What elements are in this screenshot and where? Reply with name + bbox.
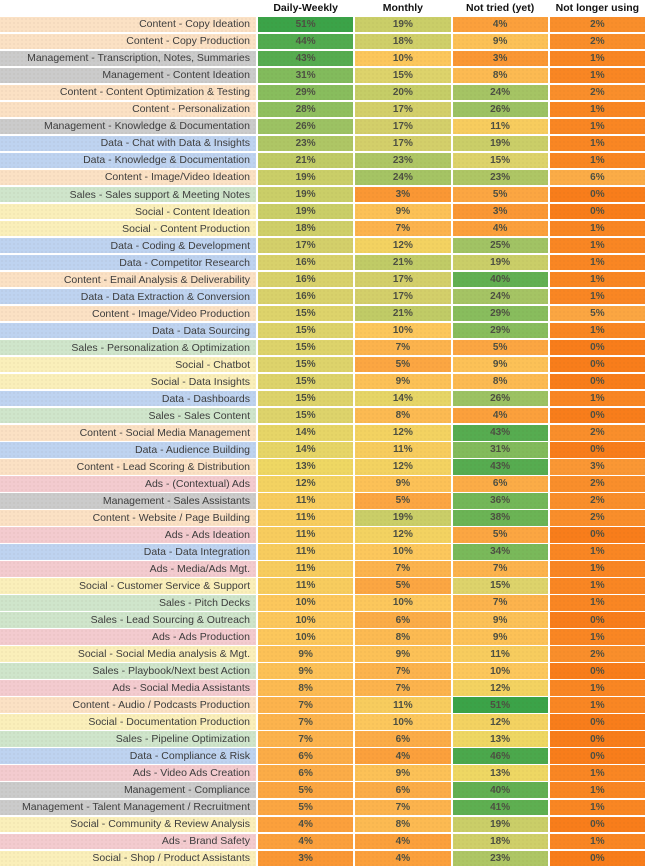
row-label: Data - Knowledge & Documentation	[0, 153, 256, 168]
value-cell: 11%	[258, 493, 353, 508]
value-cell: 5%	[453, 527, 548, 542]
value-cell: 12%	[258, 476, 353, 491]
row-label: Social - Shop / Product Assistants	[0, 851, 256, 866]
value-cell: 17%	[355, 289, 450, 304]
value-cell: 4%	[453, 221, 548, 236]
value-cell: 7%	[355, 663, 450, 678]
value-cell: 19%	[258, 204, 353, 219]
value-cell: 7%	[258, 697, 353, 712]
value-cell: 17%	[355, 272, 450, 287]
value-cell: 0%	[550, 442, 645, 457]
value-cell: 1%	[550, 765, 645, 780]
value-cell: 2%	[550, 476, 645, 491]
value-cell: 9%	[258, 646, 353, 661]
row-label: Content - Content Optimization & Testing	[0, 85, 256, 100]
value-cell: 43%	[258, 51, 353, 66]
row-label: Content - Social Media Management	[0, 425, 256, 440]
value-cell: 14%	[355, 391, 450, 406]
value-cell: 11%	[355, 697, 450, 712]
row-label: Social - Content Ideation	[0, 204, 256, 219]
row-label: Content - Website / Page Building	[0, 510, 256, 525]
value-cell: 1%	[550, 153, 645, 168]
value-cell: 1%	[550, 595, 645, 610]
value-cell: 29%	[258, 85, 353, 100]
row-label: Management - Transcription, Notes, Summaries	[0, 51, 256, 66]
value-cell: 2%	[550, 510, 645, 525]
value-cell: 15%	[258, 391, 353, 406]
value-cell: 15%	[258, 340, 353, 355]
value-cell: 6%	[453, 476, 548, 491]
value-cell: 0%	[550, 748, 645, 763]
value-cell: 23%	[453, 170, 548, 185]
value-cell: 13%	[453, 731, 548, 746]
row-label: Sales - Lead Sourcing & Outreach	[0, 612, 256, 627]
value-cell: 0%	[550, 851, 645, 866]
row-label: Data - Coding & Development	[0, 238, 256, 253]
value-cell: 11%	[453, 119, 548, 134]
value-cell: 10%	[355, 51, 450, 66]
value-cell: 6%	[355, 612, 450, 627]
value-cell: 8%	[453, 374, 548, 389]
value-cell: 29%	[453, 306, 548, 321]
row-label: Content - Image/Video Production	[0, 306, 256, 321]
value-cell: 5%	[453, 187, 548, 202]
value-cell: 4%	[355, 834, 450, 849]
value-cell: 24%	[355, 170, 450, 185]
value-cell: 19%	[258, 187, 353, 202]
value-cell: 18%	[258, 221, 353, 236]
value-cell: 7%	[355, 561, 450, 576]
value-cell: 2%	[550, 493, 645, 508]
row-label: Sales - Personalization & Optimization	[0, 340, 256, 355]
value-cell: 11%	[258, 561, 353, 576]
row-label: Social - Content Production	[0, 221, 256, 236]
row-label: Management - Compliance	[0, 782, 256, 797]
value-cell: 0%	[550, 714, 645, 729]
value-cell: 9%	[355, 476, 450, 491]
column-header-not-tried: Not tried (yet)	[466, 1, 535, 14]
value-cell: 23%	[258, 136, 353, 151]
row-label: Content - Copy Ideation	[0, 17, 256, 32]
row-label: Social - Documentation Production	[0, 714, 256, 729]
header-corner-cell	[0, 0, 256, 15]
value-cell: 1%	[550, 51, 645, 66]
value-cell: 12%	[355, 459, 450, 474]
value-cell: 3%	[550, 459, 645, 474]
row-label: Ads - Ads Production	[0, 629, 256, 644]
value-cell: 11%	[453, 646, 548, 661]
column-header-daily-weekly: Daily-Weekly	[273, 1, 338, 14]
value-cell: 10%	[258, 595, 353, 610]
value-cell: 51%	[453, 697, 548, 712]
value-cell: 0%	[550, 612, 645, 627]
value-cell: 40%	[453, 782, 548, 797]
value-cell: 19%	[355, 510, 450, 525]
value-cell: 4%	[453, 408, 548, 423]
value-cell: 5%	[355, 357, 450, 372]
value-cell: 46%	[453, 748, 548, 763]
value-cell: 9%	[355, 204, 450, 219]
value-cell: 43%	[453, 459, 548, 474]
row-label: Management - Content Ideation	[0, 68, 256, 83]
value-cell: 1%	[550, 391, 645, 406]
value-cell: 19%	[453, 136, 548, 151]
value-cell: 1%	[550, 238, 645, 253]
value-cell: 1%	[550, 255, 645, 270]
value-cell: 11%	[258, 527, 353, 542]
value-cell: 21%	[355, 306, 450, 321]
row-label: Social - Social Media analysis & Mgt.	[0, 646, 256, 661]
value-cell: 5%	[550, 306, 645, 321]
row-label: Ads - Ads Ideation	[0, 527, 256, 542]
value-cell: 0%	[550, 527, 645, 542]
value-cell: 1%	[550, 68, 645, 83]
value-cell: 1%	[550, 578, 645, 593]
value-cell: 12%	[355, 238, 450, 253]
value-cell: 10%	[258, 629, 353, 644]
row-label: Data - Data Extraction & Conversion	[0, 289, 256, 304]
value-cell: 1%	[550, 561, 645, 576]
value-cell: 40%	[453, 272, 548, 287]
row-label: Data - Data Integration	[0, 544, 256, 559]
value-cell: 3%	[453, 51, 548, 66]
row-label: Social - Customer Service & Support	[0, 578, 256, 593]
value-cell: 6%	[355, 782, 450, 797]
value-cell: 18%	[355, 34, 450, 49]
value-cell: 19%	[258, 170, 353, 185]
row-label: Ads - Video Ads Creation	[0, 765, 256, 780]
row-label: Content - Audio / Podcasts Production	[0, 697, 256, 712]
value-cell: 38%	[453, 510, 548, 525]
row-label: Sales - Playbook/Next best Action	[0, 663, 256, 678]
value-cell: 8%	[355, 629, 450, 644]
value-cell: 10%	[453, 663, 548, 678]
row-label: Content - Image/Video Ideation	[0, 170, 256, 185]
value-cell: 19%	[453, 255, 548, 270]
row-label: Social - Data Insights	[0, 374, 256, 389]
value-cell: 9%	[453, 612, 548, 627]
value-cell: 25%	[453, 238, 548, 253]
row-label: Sales - Pitch Decks	[0, 595, 256, 610]
value-cell: 20%	[355, 85, 450, 100]
value-cell: 15%	[453, 153, 548, 168]
value-cell: 14%	[258, 425, 353, 440]
value-cell: 7%	[453, 561, 548, 576]
row-label: Content - Email Analysis & Deliverability	[0, 272, 256, 287]
value-cell: 17%	[355, 119, 450, 134]
value-cell: 9%	[453, 357, 548, 372]
value-cell: 17%	[258, 238, 353, 253]
row-label: Content - Personalization	[0, 102, 256, 117]
value-cell: 11%	[355, 442, 450, 457]
value-cell: 12%	[355, 527, 450, 542]
value-cell: 31%	[453, 442, 548, 457]
row-label: Data - Data Sourcing	[0, 323, 256, 338]
row-label: Data - Audience Building	[0, 442, 256, 457]
value-cell: 8%	[258, 680, 353, 695]
value-cell: 8%	[453, 68, 548, 83]
value-cell: 2%	[550, 425, 645, 440]
value-cell: 11%	[258, 544, 353, 559]
value-cell: 5%	[453, 340, 548, 355]
value-cell: 13%	[453, 765, 548, 780]
row-label: Content - Copy Production	[0, 34, 256, 49]
value-cell: 8%	[355, 408, 450, 423]
value-cell: 3%	[258, 851, 353, 866]
value-cell: 13%	[258, 459, 353, 474]
value-cell: 4%	[355, 851, 450, 866]
value-cell: 18%	[453, 834, 548, 849]
value-cell: 1%	[550, 800, 645, 815]
value-cell: 9%	[355, 646, 450, 661]
value-cell: 7%	[355, 680, 450, 695]
row-label: Sales - Pipeline Optimization	[0, 731, 256, 746]
value-cell: 28%	[258, 102, 353, 117]
value-cell: 1%	[550, 289, 645, 304]
row-label: Ads - Media/Ads Mgt.	[0, 561, 256, 576]
value-cell: 7%	[258, 731, 353, 746]
value-cell: 4%	[453, 17, 548, 32]
value-cell: 4%	[258, 834, 353, 849]
value-cell: 10%	[355, 544, 450, 559]
value-cell: 15%	[258, 323, 353, 338]
value-cell: 9%	[355, 765, 450, 780]
value-cell: 1%	[550, 544, 645, 559]
row-label: Management - Sales Assistants	[0, 493, 256, 508]
value-cell: 5%	[258, 800, 353, 815]
value-cell: 0%	[550, 187, 645, 202]
value-cell: 12%	[453, 714, 548, 729]
value-cell: 5%	[355, 493, 450, 508]
value-cell: 24%	[453, 85, 548, 100]
value-cell: 29%	[453, 323, 548, 338]
value-cell: 17%	[355, 136, 450, 151]
value-cell: 1%	[550, 272, 645, 287]
row-label: Data - Compliance & Risk	[0, 748, 256, 763]
value-cell: 3%	[355, 187, 450, 202]
value-cell: 1%	[550, 221, 645, 236]
value-cell: 43%	[453, 425, 548, 440]
value-cell: 3%	[453, 204, 548, 219]
row-label: Sales - Sales support & Meeting Notes	[0, 187, 256, 202]
value-cell: 16%	[258, 255, 353, 270]
value-cell: 1%	[550, 782, 645, 797]
column-header-not-longer-using: Not longer using	[555, 1, 640, 14]
value-cell: 9%	[355, 374, 450, 389]
value-cell: 11%	[258, 510, 353, 525]
value-cell: 34%	[453, 544, 548, 559]
value-cell: 0%	[550, 408, 645, 423]
value-cell: 10%	[258, 612, 353, 627]
value-cell: 19%	[453, 817, 548, 832]
value-cell: 0%	[550, 731, 645, 746]
value-cell: 6%	[550, 170, 645, 185]
value-cell: 11%	[258, 578, 353, 593]
value-cell: 21%	[258, 153, 353, 168]
value-cell: 0%	[550, 204, 645, 219]
value-cell: 7%	[355, 800, 450, 815]
value-cell: 10%	[355, 323, 450, 338]
row-label: Data - Dashboards	[0, 391, 256, 406]
value-cell: 21%	[355, 255, 450, 270]
column-header-monthly: Monthly	[382, 1, 423, 14]
row-label: Ads - (Contextual) Ads	[0, 476, 256, 491]
value-cell: 1%	[550, 680, 645, 695]
value-cell: 31%	[258, 68, 353, 83]
value-cell: 7%	[355, 340, 450, 355]
value-cell: 16%	[258, 272, 353, 287]
row-label: Data - Chat with Data & Insights	[0, 136, 256, 151]
value-cell: 15%	[258, 306, 353, 321]
value-cell: 7%	[258, 714, 353, 729]
value-cell: 1%	[550, 136, 645, 151]
value-cell: 0%	[550, 340, 645, 355]
value-cell: 12%	[453, 680, 548, 695]
value-cell: 2%	[550, 646, 645, 661]
value-cell: 1%	[550, 834, 645, 849]
value-cell: 12%	[355, 425, 450, 440]
row-label: Social - Chatbot	[0, 357, 256, 372]
value-cell: 24%	[453, 289, 548, 304]
value-cell: 9%	[258, 663, 353, 678]
value-cell: 23%	[453, 851, 548, 866]
value-cell: 51%	[258, 17, 353, 32]
value-cell: 15%	[258, 374, 353, 389]
value-cell: 4%	[258, 817, 353, 832]
value-cell: 6%	[258, 748, 353, 763]
value-cell: 4%	[355, 748, 450, 763]
value-cell: 26%	[453, 391, 548, 406]
value-cell: 15%	[453, 578, 548, 593]
value-cell: 44%	[258, 34, 353, 49]
value-cell: 2%	[550, 17, 645, 32]
value-cell: 26%	[453, 102, 548, 117]
value-cell: 15%	[258, 357, 353, 372]
value-cell: 10%	[355, 595, 450, 610]
value-cell: 1%	[550, 697, 645, 712]
value-cell: 6%	[355, 731, 450, 746]
value-cell: 0%	[550, 374, 645, 389]
value-cell: 2%	[550, 34, 645, 49]
value-cell: 6%	[258, 765, 353, 780]
value-cell: 23%	[355, 153, 450, 168]
row-label: Sales - Sales Content	[0, 408, 256, 423]
value-cell: 0%	[550, 357, 645, 372]
value-cell: 1%	[550, 102, 645, 117]
value-cell: 5%	[258, 782, 353, 797]
value-cell: 8%	[355, 817, 450, 832]
row-label: Management - Knowledge & Documentation	[0, 119, 256, 134]
value-cell: 7%	[453, 595, 548, 610]
value-cell: 9%	[453, 629, 548, 644]
value-cell: 26%	[258, 119, 353, 134]
row-label: Management - Talent Management / Recruitment	[0, 800, 256, 815]
value-cell: 1%	[550, 119, 645, 134]
row-label: Ads - Social Media Assistants	[0, 680, 256, 695]
value-cell: 0%	[550, 663, 645, 678]
row-label: Data - Competitor Research	[0, 255, 256, 270]
value-cell: 1%	[550, 629, 645, 644]
value-cell: 15%	[258, 408, 353, 423]
value-cell: 15%	[355, 68, 450, 83]
value-cell: 9%	[453, 34, 548, 49]
value-cell: 14%	[258, 442, 353, 457]
value-cell: 36%	[453, 493, 548, 508]
value-cell: 10%	[355, 714, 450, 729]
value-cell: 0%	[550, 817, 645, 832]
value-cell: 16%	[258, 289, 353, 304]
value-cell: 19%	[355, 17, 450, 32]
value-cell: 5%	[355, 578, 450, 593]
value-cell: 2%	[550, 85, 645, 100]
row-label: Content - Lead Scoring & Distribution	[0, 459, 256, 474]
value-cell: 1%	[550, 323, 645, 338]
value-cell: 7%	[355, 221, 450, 236]
row-label: Social - Community & Review Analysis	[0, 817, 256, 832]
value-cell: 17%	[355, 102, 450, 117]
value-cell: 41%	[453, 800, 548, 815]
row-label: Ads - Brand Safety	[0, 834, 256, 849]
